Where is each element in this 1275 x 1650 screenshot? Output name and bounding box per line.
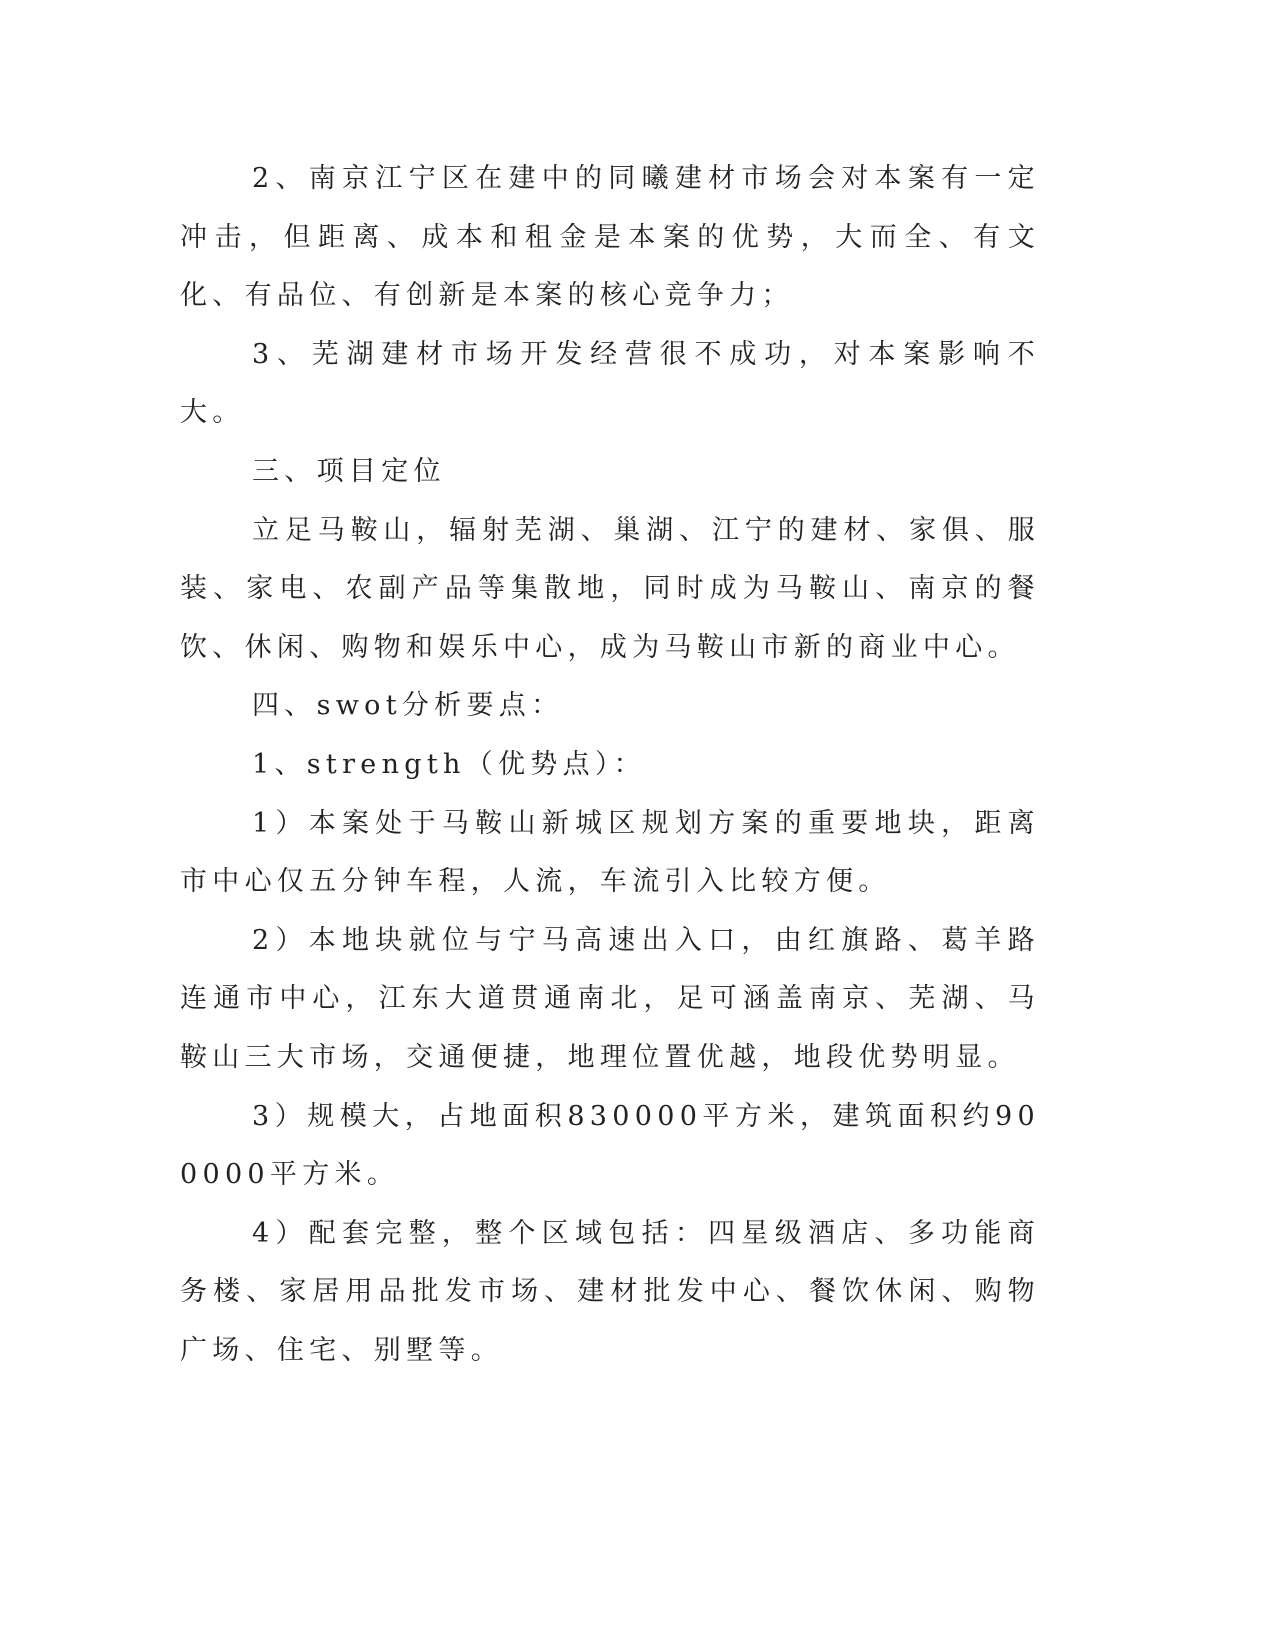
paragraph-strength-2: 2）本地块就位与宁马高速出入口，由红旗路、葛羊路连通市中心，江东大道贯通南北，足可涵盖南京、芜湖、马鞍山三大市场，交通便捷，地理位置优越，地段优势明显。	[180, 924, 1040, 1073]
paragraph-strength-4: 4）配套完整，整个区域包括：四星级酒店、多功能商务楼、家居用品批发市场、建材批发中心、餐饮休闲、购物广场、住宅、别墅等。	[180, 1217, 1040, 1366]
paragraph-competition-jiangning: 2、南京江宁区在建中的同曦建材市场会对本案有一定冲击，但距离、成本和租金是本案的优势，大而全、有文化、有品位、有创新是本案的核心竞争力；	[180, 163, 1040, 312]
subheading-strength: 1、strength（优势点）：	[252, 748, 646, 780]
section-heading-swot: 四、swot分析要点：	[252, 690, 564, 722]
paragraph-strength-3: 3）规模大，占地面积830000平方米，建筑面积约900000平方米。	[180, 1100, 1040, 1191]
paragraph-competition-wuhu: 3、芜湖建材市场开发经营很不成功，对本案影响不大。	[180, 338, 1040, 429]
section-heading-positioning: 三、项目定位	[252, 455, 446, 487]
paragraph-strength-1: 1）本案处于马鞍山新城区规划方案的重要地块，距离市中心仅五分钟车程，人流，车流引入比较方便。	[180, 807, 1040, 898]
body-text	[180, 150, 1040, 1380]
paragraph-positioning: 立足马鞍山，辐射芜湖、巢湖、江宁的建材、家俱、服装、家电、农副产品等集散地，同时成为马鞍山、南京的餐饮、休闲、购物和娱乐中心，成为马鞍山市新的商业中心。	[180, 514, 1040, 663]
